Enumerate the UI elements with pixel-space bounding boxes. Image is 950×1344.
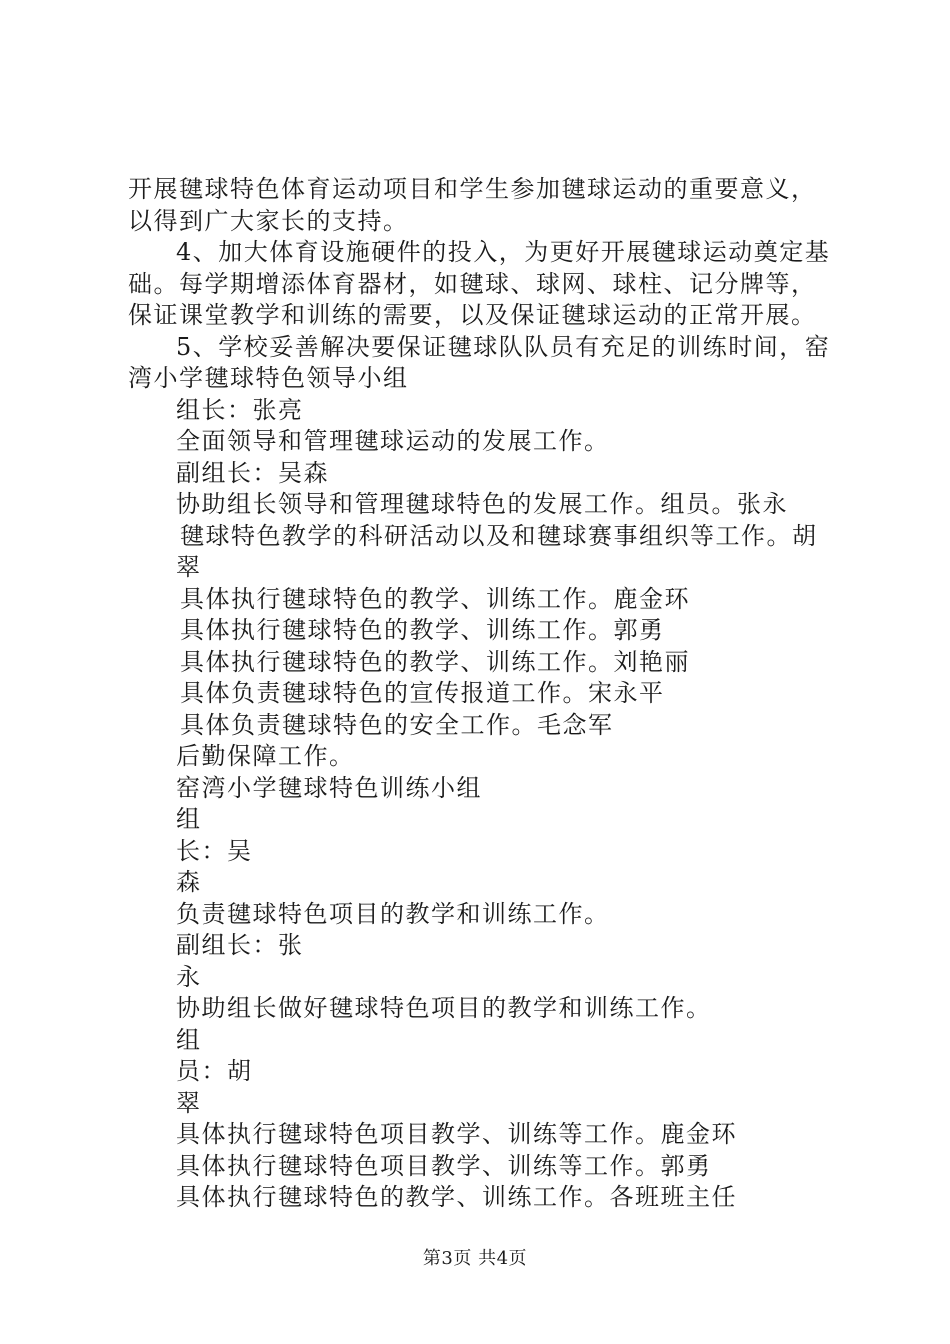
text-line: 翠	[176, 553, 202, 581]
page-footer	[0, 1244, 950, 1270]
text-line: 5、学校妥善解决要保证毽球队队员有充足的训练时间，窑	[176, 332, 831, 361]
text-line: 具体执行毽球特色的教学、训练工作。鹿金环	[180, 584, 690, 613]
text-line: 窑湾小学毽球特色训练小组	[176, 773, 482, 802]
text-line: 协助组长做好毽球特色项目的教学和训练工作。	[176, 994, 712, 1022]
text-line: 组	[176, 1025, 202, 1054]
text-line: 后勤保障工作。	[176, 742, 355, 770]
text-line: 具体执行毽球特色的教学、训练工作。各班班主任	[176, 1183, 737, 1211]
page-number: 第3页 共4页	[422, 1248, 528, 1269]
text-line: 长：吴	[176, 836, 253, 865]
text-line: 具体执行毽球特色的教学、训练工作。刘艳丽	[180, 647, 690, 676]
text-line: 保证课堂教学和训练的需要，以及保证毽球运动的正常开展。	[128, 301, 817, 329]
text-line: 础。每学期增添体育器材，如毽球、球网、球柱、记分牌等，	[128, 269, 817, 298]
text-line: 副组长：张	[176, 931, 304, 959]
text-line: 具体执行毽球特色项目教学、训练等工作。鹿金环	[176, 1120, 737, 1148]
text-line: 以得到广大家长的支持。	[128, 206, 409, 235]
text-line: 毽球特色教学的科研活动以及和毽球赛事组织等工作。胡	[180, 521, 818, 550]
text-line: 负责毽球特色项目的教学和训练工作。	[176, 899, 610, 928]
text-line: 具体负责毽球特色的安全工作。毛念军	[180, 710, 614, 739]
text-line: 全面领导和管理毽球运动的发展工作。	[176, 427, 610, 455]
text-line: 副组长：吴森	[176, 458, 329, 487]
text-line: 森	[176, 868, 202, 896]
text-line: 永	[176, 962, 202, 991]
document-body	[128, 174, 838, 1214]
text-line: 4、加大体育设施硬件的投入，为更好开展毽球运动奠定基	[176, 238, 831, 266]
text-line: 翠	[176, 1088, 202, 1117]
text-line: 具体执行毽球特色项目教学、训练等工作。郭勇	[176, 1151, 712, 1180]
text-line: 具体负责毽球特色的宣传报道工作。宋永平	[180, 679, 665, 707]
text-line: 员：胡	[176, 1057, 253, 1085]
text-line: 开展毽球特色体育运动项目和学生参加毽球运动的重要意义，	[128, 175, 817, 203]
text-line: 湾小学毽球特色领导小组	[128, 364, 409, 392]
text-line: 具体执行毽球特色的教学、训练工作。郭勇	[180, 616, 665, 644]
text-line: 组长：张亮	[176, 395, 304, 424]
text-line: 协助组长领导和管理毽球特色的发展工作。组员。张永	[176, 490, 788, 518]
text-line: 组	[176, 805, 202, 833]
